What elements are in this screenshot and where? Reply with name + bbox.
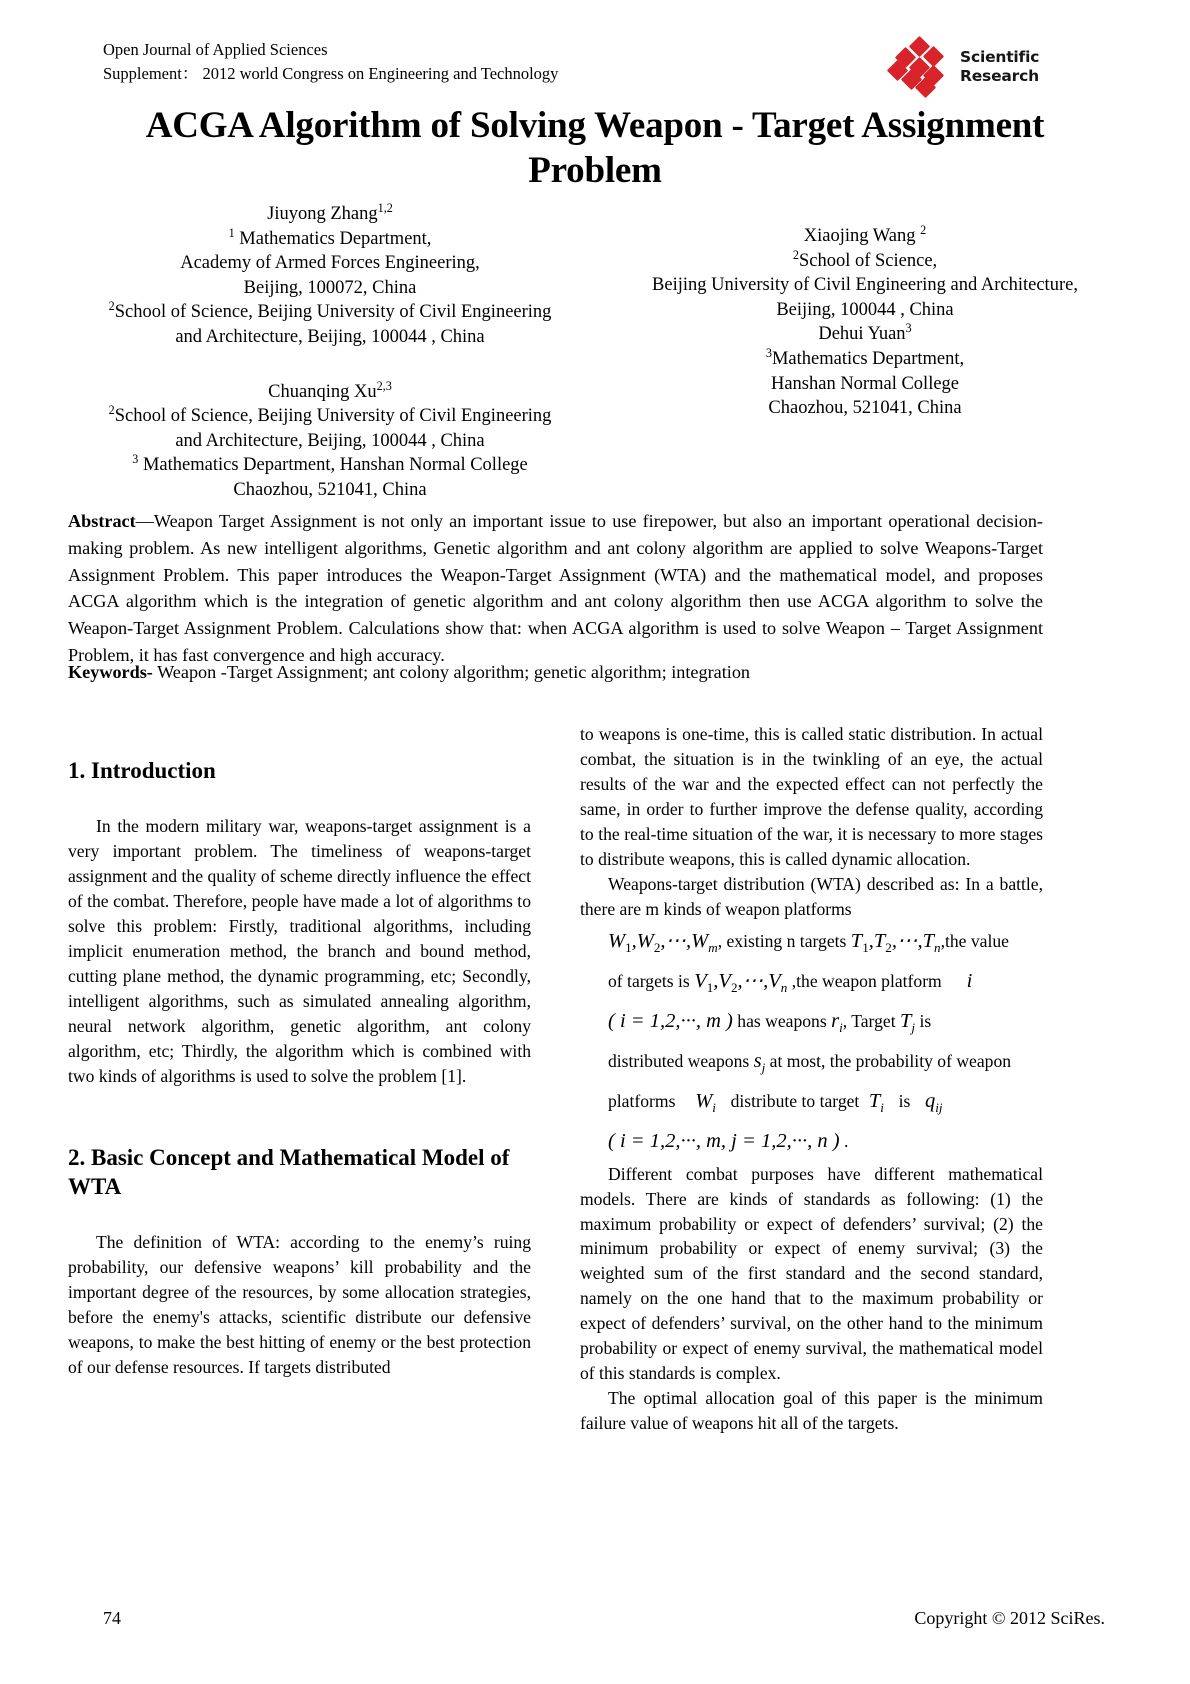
author-affiliation: $^3$ Mathematics Department, Hanshan Normal College [132,452,528,476]
page-title: ACGA Algorithm of Solving Weapon - Target Assignment Problem [145,105,1045,192]
wta-description-lead: Weapons-target distribution (WTA) described as: In a battle, there are m kinds of weapon platforms [580,873,1043,919]
author-affiliation: Hanshan Normal College [770,373,960,394]
formula-i-range: ( i = 1,2,···, m ) [608,1009,733,1032]
footer-copyright: Copyright © 2012 SciRes. [914,1608,1105,1628]
author-affiliation: Beijing, 100044 , China [776,299,954,320]
math-text: ,the value [940,930,1009,951]
author-affiliation: Academy of Armed Forces Engineering, [180,253,480,274]
math-text: , Target [842,1010,896,1031]
formula-s-j: $s_j$ [753,1049,766,1075]
running-head-journal: Open Journal of Applied Sciences [103,40,328,59]
author-affiliation: Chaozhou, 521041, China [768,398,962,419]
author-name: Jiuyong Zhang$^{1,2}$ [267,200,393,224]
author-affiliation: and Architecture, Beijing, 100044 , China [175,430,485,451]
abstract-dash: — [135,511,154,531]
math-line-3 [580,1002,1043,1042]
abstract-body: Weapon Target Assignment is not only an important issue to use firepower, but also an important operational decision-making problem. As new intelligent algorithms, Genetic algorithm and ant colony algorithm are applied to solve Weapons-Target Assignment Problem. This paper introduces the Weapon-Target Assignment (WTA) and the mathematical model, and proposes ACGA algorithm which is the integration of genetic algorithm and ant colony algorithm then use ACGA algorithm to solve the Weapon-Target Assignment Problem. Calculations show that: when ACGA algorithm is used to solve Weapon – Target Assignment Problem, it has fast convergence and high accuracy. [68,511,1043,665]
publisher-logo-line2: Research [960,67,1039,85]
author-affiliation: $^3$Mathematics Department, [765,345,965,369]
section-heading-introduction: 1. Introduction [68,758,216,783]
formula-index-i: i [946,969,973,992]
body-column-right [580,722,1043,1436]
math-text: to [801,1090,816,1111]
author-affil-marker: 2 [920,222,927,237]
footer-page-number: 74 [103,1608,121,1628]
keywords-label: Keywords- [68,662,153,682]
right-paragraph-goal: The optimal allocation goal of this paper is the minimum failure value of weapons hit all of the targets. [580,1388,1043,1434]
math-text: platforms [608,1090,676,1111]
author-name: Chuanqing Xu$^{2,3}$ [268,378,392,402]
affil-marker: 3 [765,345,772,360]
formula-ij-range: ( i = 1,2,···, m, j = 1,2,···, n ) [608,1129,840,1152]
author-entry [70,380,590,503]
model-paragraph: The definition of WTA: according to the enemy’s ruing probability, our defensive weapons’ kill probability and the important degree of the resources, by some allocation strategies, before the enemy's attacks, scientific distribute our defensive weapons, to make the best hitting of enemy or the best protection of our defense resources. If targets distributed [68,1232,531,1378]
keywords-line [68,659,1043,686]
author-spacer [70,350,590,380]
formula-r-i: $r_i$ [831,1009,843,1035]
affil-marker: 2 [108,403,115,417]
publisher-logo-line1: Scientific [960,48,1040,67]
author-affiliation: and Architecture, Beijing, 100044 , China [175,326,485,347]
body-column-left [68,722,531,1380]
abstract-paragraph [68,508,1043,669]
math-text: distribute [730,1090,798,1111]
author-affiliation: $^2$School of Science, [792,247,938,271]
author-column-right [605,224,1125,421]
author-block [60,200,1130,500]
author-affil-marker: 2,3 [376,378,392,393]
abstract-label: Abstract [68,511,136,531]
math-text: , existing n targets [717,930,847,951]
formula-W-i: $W_i$ [679,1089,716,1115]
author-affiliation: $^1$ Mathematics Department, [228,225,432,249]
author-name: Dehui Yuan$^3$ [818,321,912,345]
math-line-2 [580,962,1043,1002]
math-text: . [843,1130,849,1151]
author-affil-marker: 1,2 [377,200,393,215]
author-affil-marker: 3 [905,321,912,336]
formula-T-j: $T_j$ [900,1009,916,1035]
formula-T-i: $T_i$ [863,1089,884,1115]
scientific-research-diamond-icon [890,38,952,96]
formula-targets: $T_1,T_2,\cdots,T_n$ [850,929,941,955]
affil-marker: 2 [792,247,799,262]
author-affiliation: $^2$School of Science, Beijing University of Civil Engineering [108,403,552,427]
math-line-6 [580,1122,1043,1162]
author-affiliation: Chaozhou, 521041, China [233,479,427,500]
running-head-supplement: Supplement： 2012 world Congress on Engineering and Technology [103,63,559,83]
math-text: is [898,1090,911,1111]
math-text: target [819,1090,860,1111]
author-column-left [70,202,590,503]
math-line-1 [580,922,1043,962]
math-text: of targets is [608,970,690,991]
publisher-logo [890,36,1105,98]
formula-target-values: $V_1,V_2,\cdots,V_n$ [694,969,788,995]
author-entry [70,202,590,350]
math-line-5 [580,1082,1043,1122]
math-text: distributed weapons [608,1050,750,1071]
right-paragraph-standards: Different combat purposes have different mathematical models. There are kinds of standards as following: (1) the maximum probability or expect of defenders’ survival; (2) the minimum probability or expect of enemy survival; (3) the weighted sum of the first standard and the second standard, namely on the one hand that to the maximum probability or expect of defenders’ survival, on the other hand to the minimum probability or expect of enemy survival, the mathematical model of this standards is complex. [580,1163,1043,1384]
math-text: has [737,1010,761,1031]
affil-marker: 3 [132,452,139,467]
affil-marker: 2 [108,299,115,314]
right-paragraph-continued: to weapons is one-time, this is called static distribution. In actual combat, the situation is in the twinkling of an eye, the actual results of the war and the expected effect can not perfectly the same, in order to further improve the defense quality, according to the real-time situation of the war, it is necessary to more stages to distribute weapons, this is called dynamic allocation. [580,724,1043,869]
math-text: at most, the probability of weapon [769,1050,1012,1071]
author-entry [605,322,1125,420]
formula-weapon-platforms: $W_1,W_2,\cdots,W_m$ [608,929,718,955]
author-name: Xiaojing Wang $^2$ [803,222,927,246]
author-affiliation: Beijing, 100072, China [243,277,417,298]
publisher-logo-text [960,48,1039,86]
affil-marker: 1 [228,225,235,240]
formula-q-ij: $q_{ij}$ [914,1089,943,1115]
intro-paragraph: In the modern military war, weapons-target assignment is a very important problem. The timeliness of weapons-target assignment and the quality of scheme directly influence the effect of the combat. Therefore, people have made a lot of algorithms to solve this problem: Firstly, traditional algorithms, including implicit enumeration method, the branch and bound method, cutting plane method, the dynamic programming, etc; Secondly, intelligent algorithms, such as simulated annealing algorithm, neural network algorithm, genetic algorithm, ant colony algorithm, etc; Thirdly, the algorithm which is combined with two kinds of algorithms is used to solve the problem [1]. [68,815,531,1086]
math-line-4 [580,1042,1043,1082]
math-text: weapons [765,1010,827,1031]
running-head [103,38,823,86]
author-entry [605,224,1125,322]
math-text: ,the weapon platform [791,970,942,991]
author-affiliation: $^2$School of Science, Beijing University of Civil Engineering [108,299,552,323]
section-heading-model: 2. Basic Concept and Mathematical Model of WTA [68,1144,510,1200]
math-text: is [919,1010,932,1031]
keywords-body: Weapon -Target Assignment; ant colony algorithm; genetic algorithm; integration [152,662,751,682]
author-affiliation: Beijing University of Civil Engineering and Architecture, [652,275,1078,296]
